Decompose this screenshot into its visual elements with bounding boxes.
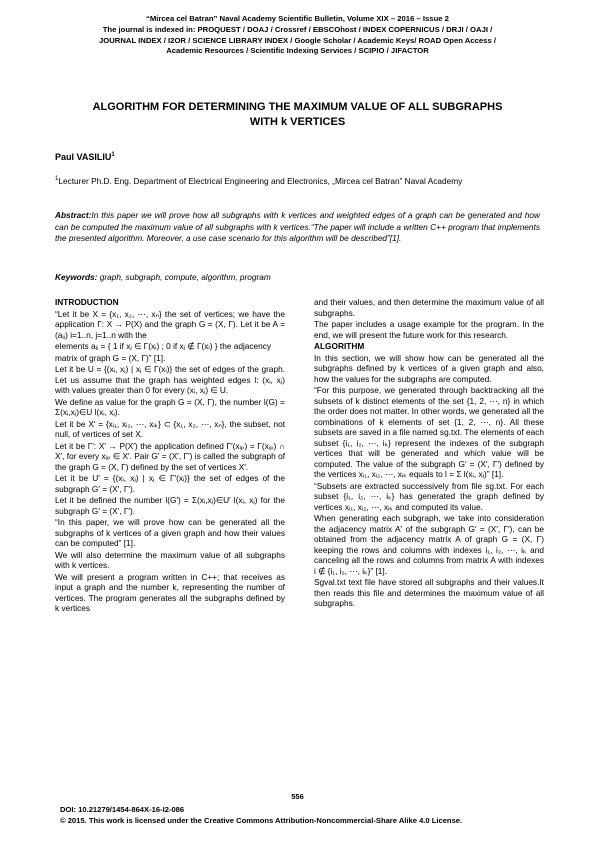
license-notice: © 2015. This work is licensed under the Creative Commons Attribution-Noncommercial-Share Alike 4.0 License. [60,816,463,825]
intro-paragraph-3: We define as value for the graph G = (X, Γ), the number l(G) = Σ(xᵢ,xⱼ)∈U l(xᵢ, xⱼ). [55,396,285,417]
abstract-text: In this paper we will prove how all subgraphs with k vertices and weighted edges of a graph can be generated and how can be computed the maximum value of all subgraphs with k vertices.“The paper will include a written C++ program that implements the presented algorithm. Moreover, a use case scenario for this algorithm will be described”[1]. [55,210,540,244]
keywords-text: graph, subgraph, compute, algorithm, program [97,272,271,282]
keywords [55,272,271,282]
keywords-label: Keywords: [55,272,98,282]
algorithm-paragraph-1: In this section, we will show how can be generated all the subgraphs defined by k vertices of a given graph and also, how the values for the subgraphs are computed. [314,352,544,384]
abstract [55,210,540,245]
paper-title [60,100,535,130]
intro-paragraph-1a: “Let it be X = {x₁, x₂, ⋯, xₙ} the set of vertices; we have the application Γ: X → P(X) and the graph G = (X, Γ). Let it be A = (aᵢⱼ) i=1..n, j=1..n with the [55,308,285,340]
title-line-2: WITH k VERTICES [249,116,346,128]
algorithm-paragraph-2: “For this purpose, we generated through backtracking all the subsets of k distinct elements of the set {1, 2, ⋯, n} in which the order does not matter. In other words, we generated all the combinations of k elements of set {1, 2, ⋯, n}. All these subsets are saved in a file named sg.txt. The elements of each subset {i₁, i₂, ⋯, iₖ} represent the indexes of the subgraph vertices that will be generated and which value will be computed. The value of the subgraph G′ = (X′, Γ′) defined by the vertices xᵢ₁, xᵢ₂, ⋯, xᵢₖ equals to l = Σ l(xᵢ, xⱼ)” [1]. [314,385,544,479]
intro-paragraph-8: “In this paper, we will prove how can be generated all the subgraphs of k vertices of a given graph and how their values can be computed” [1]. [55,517,285,548]
page-number: 556 [291,792,304,801]
journal-header [50,14,545,57]
header-line-1: “Mircea cel Batran” Naval Academy Scientific Bulletin, Volume XIX – 2016 – Issue 2 [146,14,449,23]
header-line-3: JOURNAL INDEX / I2OR / SCIENCE LIBRARY INDEX / Google Scholar / Academic Keys/ ROAD Open Access / [98,35,496,45]
author [55,152,115,162]
left-column [55,297,285,615]
right-paragraph-2: The paper includes a usage example for the program. In the end, we will present the future work for this research. [314,319,544,340]
intro-paragraph-7: Let it be defined the number l(G′) = Σ(xᵢ,xⱼ)∈U′ l(xᵢ, xⱼ) for the subgraph G′ = (X′, Γ′). [55,495,285,516]
title-line-1: ALGORITHM FOR DETERMINING THE MAXIMUM VALUE OF ALL SUBGRAPHS [92,101,503,113]
intro-paragraph-2: Let it be U = {(xᵢ, xⱼ) | xⱼ ∈ Γ(xᵢ)} the set of edges of the graph. Let us assume that the graph has weighted edges l: (xᵢ, xⱼ) with values greater than 0 for every (xᵢ, xⱼ) ∈ U. [55,364,285,395]
introduction-heading: INTRODUCTION [55,297,119,307]
author-name: Paul VASILIU [55,152,112,162]
affiliation [55,174,540,187]
header-line-4: Academic Resources / Scientific Indexing Services / SCIPIO / JIFACTOR [166,46,429,56]
affiliation-text: Lecturer Ph.D. Eng. Department of Electrical Engineering and Electronics, „Mircea cel Batran” Naval Academy [58,175,463,186]
affiliation-sup: 1 [55,176,59,182]
algorithm-paragraph-4: When generating each subgraph, we take into consideration the adjacency matrix A′ of the subgraph G′ = (X′, Γ′), can be obtained from the adjacency matrix A of graph G = (X, Γ) keeping the rows and columns with indexes i₁, i₂, ⋯, iₖ and canceling all the rows and columns from matrix A with indexes i ∉ {i₁, i₂, ⋯, iₖ}” [1]. [314,513,544,576]
abstract-label: Abstract: [55,210,92,220]
header-line-2: The journal is indexed in: PROQUEST / DOAJ / Crossref / EBSCOhost / INDEX COPERNICUS / DRJI / OAJI / [102,24,493,34]
author-sup: 1 [111,152,115,158]
algorithm-heading: ALGORITHM [314,341,365,351]
intro-paragraph-10: We will present a program written in C++; that receives as input a graph and the number k, representing the number of vertices. The program generates all the subgraphs defined by k vertices [55,571,285,613]
doi: DOI: 10.21279/1454-864X-16-I2-086 [60,805,185,814]
right-column [314,297,544,610]
intro-paragraph-1b: elements aᵢⱼ = { 1 if xⱼ ∈ Γ(xᵢ) ; 0 if xⱼ ∉ Γ(xᵢ) } the adjacency [55,341,272,351]
algorithm-paragraph-3: “Subsets are extracted successively from file sg.txt. For each subset {i₁, i₂, ⋯, iₖ} has generated the graph defined by vertices xᵢ₁, xᵢ₂, ⋯, xᵢₖ and computed its value. [314,480,544,512]
right-paragraph-1: and their values, and then determine the maximum value of all subgraphs. [314,297,544,318]
intro-paragraph-1c: matrix of graph G = (X, Γ)” [1]. [55,352,166,363]
intro-paragraph-9: We will also determine the maximum value of all subgraphs with k vertices. [55,549,285,570]
intro-paragraph-4: Let it be X′ = {xᵢ₁, xᵢ₂, ⋯, xᵢₖ} ⊂ {x₁, x₂, ⋯, xₙ}, the subset, not null, of vertices of set X. [55,418,285,439]
algorithm-paragraph-5: Sgval.txt text file have stored all subgraphs and their values.It then reads this file and determines the maximum value of all subgraphs. [314,577,544,608]
intro-paragraph-6: Let it be U′ = {(xᵢ, xⱼ) | xⱼ ∈ Γ′(xᵢ)} the set of edges of the subgraph G′ = (X′, Γ′). [55,473,285,494]
intro-paragraph-5: Let it be Γ′: X′ → P(X′) the application defined Γ′(xᵢₚ) = Γ(xᵢₚ) ∩ X′, for every xᵢₚ ∈ X′. Pair G′ = (X′, Γ′) is called the subgraph of the graph G = (X, Γ) defined by the set of vertices X′. [55,440,285,472]
